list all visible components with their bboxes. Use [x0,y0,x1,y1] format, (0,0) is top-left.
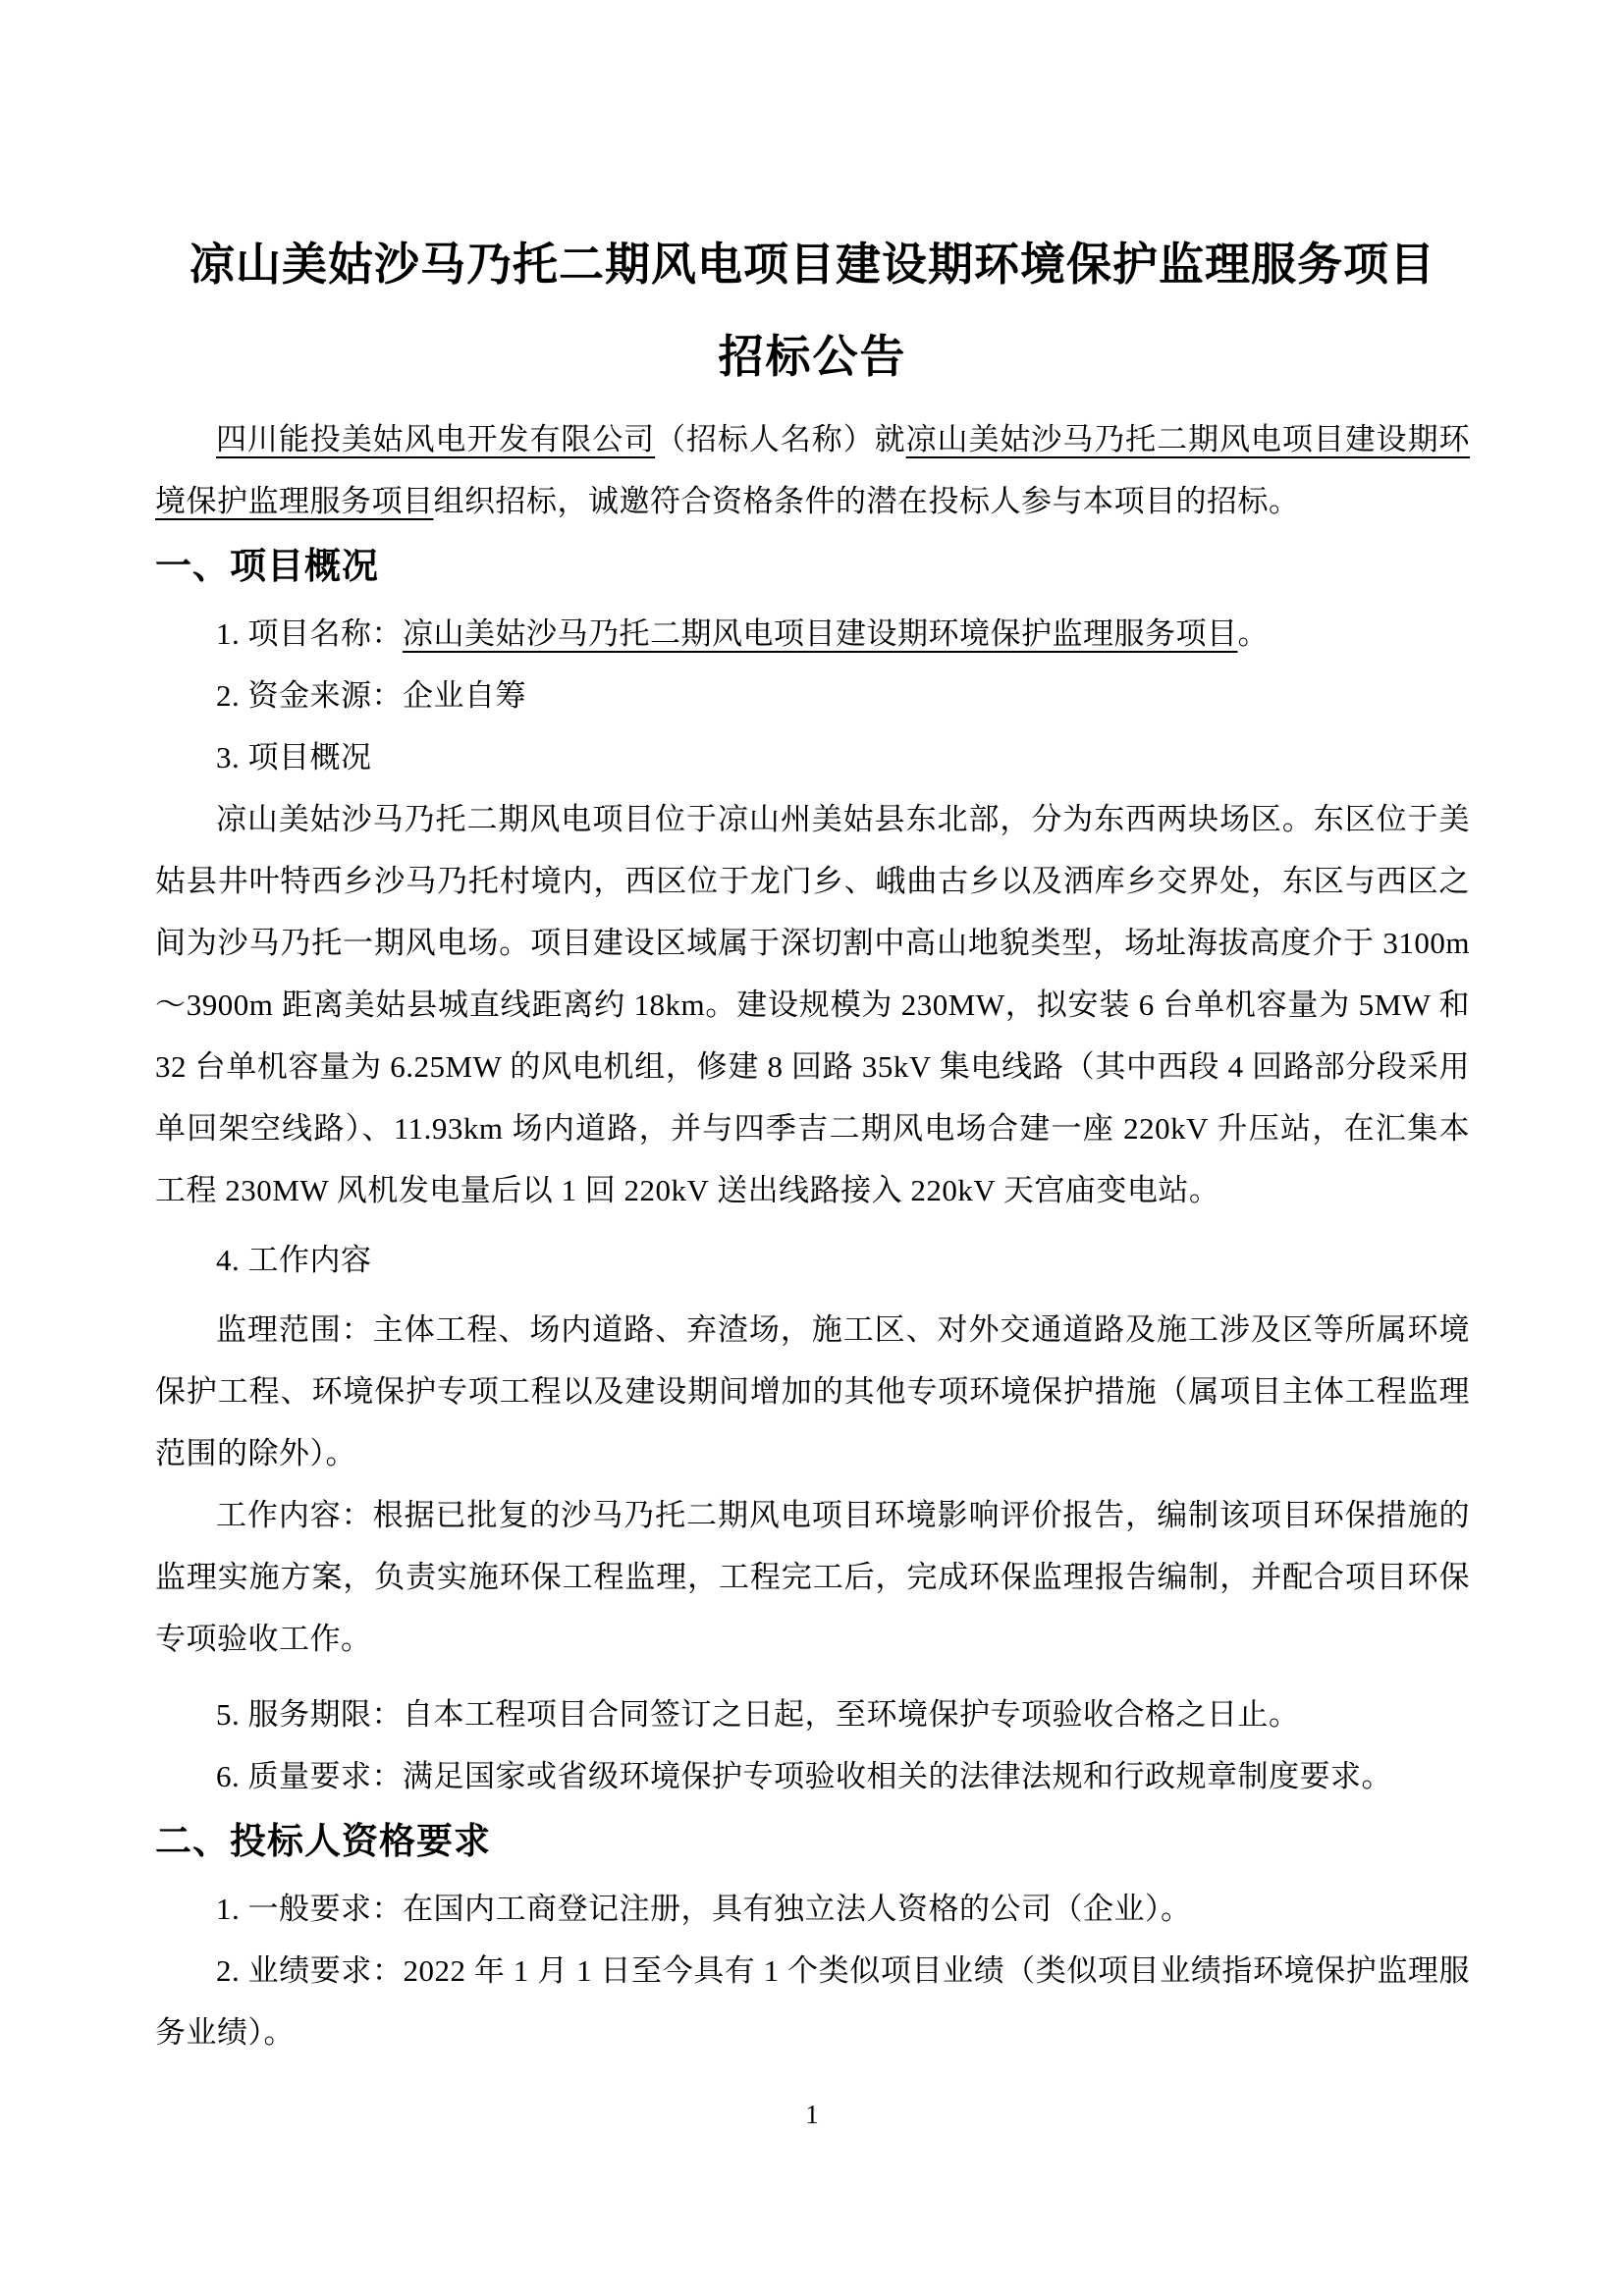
item1-project-name-value: 凉山美姑沙马乃托二期风电项目建设期环境保护监理服务项目 [403,616,1238,651]
item-work-content-label: 4. 工作内容 [216,1243,372,1277]
section1-heading: 一、项目概况 [155,546,379,586]
project-overview-paragraph: 凉山美姑沙马乃托二期风电项目位于凉山州美姑县东北部，分为东西两块场区。东区位于美姑县井叶特西乡沙马乃托村境内，西区位于龙门乡、峨曲古乡以及洒库乡交界处，东区与西区之间为沙马乃托一期风电场。项目建设区域属于深切割中高山地貌类型，场址海拔高度介于 3100m～3900m 距离美姑县城直线距离约 18km。建设规模为 230MW，拟安装 6 台单机容量为 5MW 和 32 台单机容量为 6.25MW 的风电机组，修建 8 回路 35kV 集电线路（其中西段 4 回路部分段采用单回架空线路）、11.93km 场内道路，并与四季吉二期风电场合建一座 220kV 升压站，在汇集本工程 230MW 风机发电量后以 1 回 220kV 送出线路接入 220kV 天宫庙变电站。 [155,802,1470,1207]
item-quality-requirement: 6. 质量要求：满足国家或省级环境保护专项验收相关的法律法规和行政规章制度要求。 [216,1759,1392,1793]
section2-heading: 二、投标人资格要求 [155,1821,491,1861]
document-title: 凉山美姑沙马乃托二期风电项目建设期环境保护监理服务项目 [189,239,1435,290]
document-subtitle: 招标公告 [718,331,907,382]
item-project-name [155,603,1470,665]
item-project-overview-label: 3. 项目概况 [216,740,372,774]
item-performance-requirement: 2. 业绩要求：2022 年 1 月 1 日至今具有 1 个类似项目业绩（类似项目业绩指环境保护监理服务业绩）。 [155,1953,1470,2050]
work-content-paragraph: 工作内容：根据已批复的沙马乃托二期风电项目环境影响评价报告，编制该项目环保措施的监理实施方案，负责实施环保工程监理，工程完工后，完成环保监理报告编制，并配合项目环保专项验收工作。 [155,1498,1470,1656]
item1-label: 1. 项目名称： [216,616,403,651]
page-number: 1 [805,2100,819,2129]
item-service-period: 5. 服务期限：自本工程项目合同签订之日起，至环境保护专项验收合格之日止。 [216,1697,1300,1732]
supervision-scope-paragraph: 监理范围：主体工程、场内道路、弃渣场，施工区、对外交通道路及施工涉及区等所属环境保护工程、环境保护专项工程以及建设期间增加的其他专项环境保护措施（属项目主体工程监理范围的除外）。 [155,1312,1470,1470]
tenderer-name: 四川能投美姑风电开发有限公司 [216,422,656,456]
item-general-requirement: 1. 一般要求：在国内工商登记注册，具有独立法人资格的公司（企业）。 [216,1892,1192,1926]
item1-suffix: 。 [1237,616,1269,651]
intro-mid-text: （招标人名称）就 [655,422,906,456]
item-funding-source: 2. 资金来源：企业自筹 [216,678,526,713]
intro-paragraph [155,408,1470,532]
intro-tail-text: 组织招标，诚邀符合资格条件的潜在投标人参与本项目的招标。 [433,484,1300,518]
project-name: 凉山美姑沙马乃托二期风电项目建设期环境保护监理服务项目 [155,422,1471,518]
